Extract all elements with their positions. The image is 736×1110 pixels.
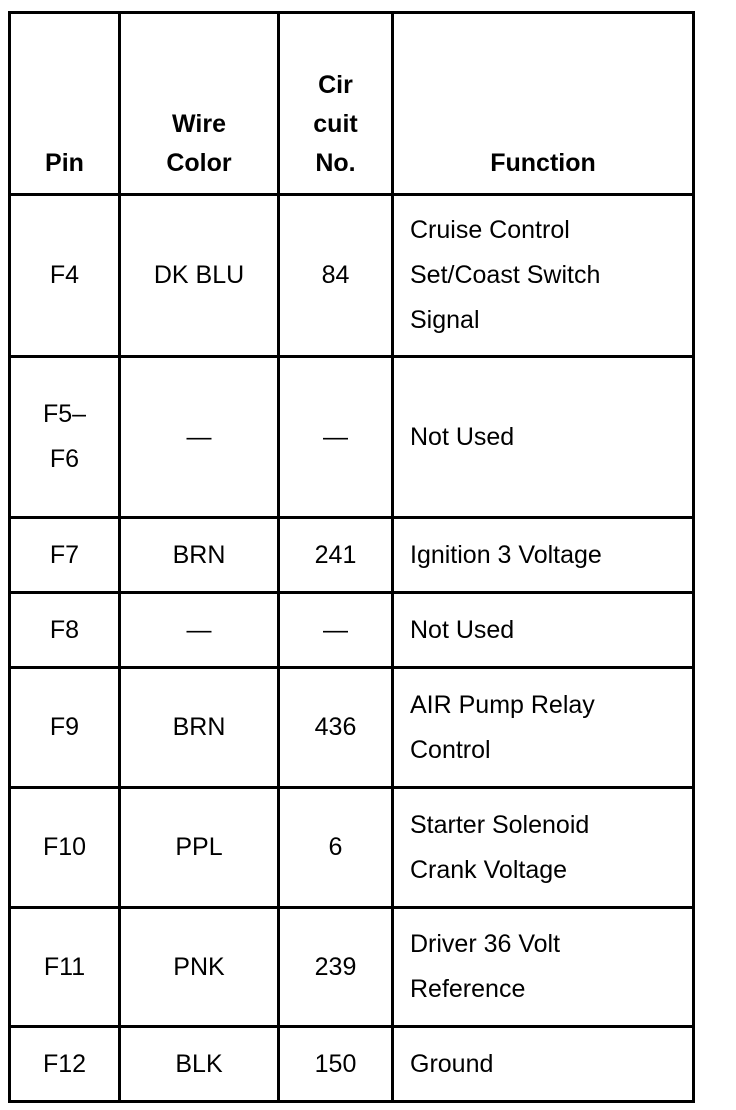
table-row [10, 668, 694, 788]
function-cell [393, 1027, 694, 1102]
header-circuit-line: Cir [318, 71, 353, 99]
table-row [10, 518, 694, 593]
circuit-cell: 150 [279, 1027, 393, 1102]
function-line: Starter Solenoid [410, 810, 590, 839]
function-line: Not Used [410, 615, 515, 644]
pin-text: F4 [49, 261, 80, 289]
pin-text: F5– [42, 400, 87, 428]
function-cell [393, 357, 694, 518]
pin-cell [10, 908, 120, 1027]
function-line: Signal [410, 306, 480, 334]
function-line: Control [410, 735, 491, 764]
function-line: Ignition 3 Voltage [410, 540, 602, 569]
pin-text: F11 [43, 952, 86, 981]
function-line: Not Used [410, 422, 515, 451]
wire-color-cell: — [120, 593, 279, 668]
function-line: Cruise Control [410, 216, 570, 244]
table-row [10, 593, 694, 668]
circuit-cell: 239 [279, 908, 393, 1027]
table-row [10, 788, 694, 908]
circuit-cell: — [279, 593, 393, 668]
pin-text: F10 [42, 833, 87, 861]
circuit-cell: 436 [279, 668, 393, 788]
pin-cell [10, 788, 120, 908]
function-line: Ground [410, 1049, 494, 1078]
function-cell [393, 908, 694, 1027]
pin-cell [10, 668, 120, 788]
table-row [10, 1027, 694, 1102]
function-cell [393, 518, 694, 593]
circuit-cell: 241 [279, 518, 393, 593]
pin-text: F6 [49, 445, 80, 473]
header-circuit-line: cuit [313, 110, 358, 138]
function-line: AIR Pump Relay [410, 690, 595, 719]
pin-cell [10, 1027, 120, 1102]
pin-cell [10, 357, 120, 518]
function-line: Set/Coast Switch [410, 261, 601, 289]
table-row [10, 908, 694, 1027]
function-cell [393, 788, 694, 908]
pin-table [8, 11, 695, 1103]
header-function [393, 13, 694, 195]
table-row [10, 195, 694, 357]
function-cell [393, 593, 694, 668]
pin-text: F8 [49, 615, 80, 644]
wire-color-cell: PPL [120, 788, 279, 908]
header-circuit-no [279, 13, 393, 195]
header-wire-color-line: Wire [172, 110, 226, 138]
pin-cell [10, 593, 120, 668]
header-circuit-line: No. [315, 149, 356, 177]
pin-text: F9 [49, 713, 80, 741]
wire-color-cell: PNK [120, 908, 279, 1027]
header-function-text: Function [490, 149, 596, 177]
pin-cell [10, 518, 120, 593]
header-wire-color [120, 13, 279, 195]
wire-color-cell: DK BLU [120, 195, 279, 357]
wire-color-cell: — [120, 357, 279, 518]
circuit-cell: 84 [279, 195, 393, 357]
header-wire-color-line: Color [166, 149, 232, 177]
header-pin [10, 13, 120, 195]
header-pin-text: Pin [45, 149, 84, 177]
function-cell [393, 195, 694, 357]
wire-color-cell: BLK [120, 1027, 279, 1102]
circuit-cell: — [279, 357, 393, 518]
pin-cell [10, 195, 120, 357]
wire-color-cell: BRN [120, 668, 279, 788]
function-line: Crank Voltage [410, 855, 568, 884]
pin-text: F7 [49, 540, 80, 569]
wire-color-cell: BRN [120, 518, 279, 593]
function-line: Driver 36 Volt [410, 930, 561, 958]
function-line: Reference [410, 975, 526, 1003]
circuit-cell: 6 [279, 788, 393, 908]
header-row [10, 13, 694, 195]
function-cell [393, 668, 694, 788]
pin-text: F12 [42, 1049, 87, 1078]
table-row [10, 357, 694, 518]
